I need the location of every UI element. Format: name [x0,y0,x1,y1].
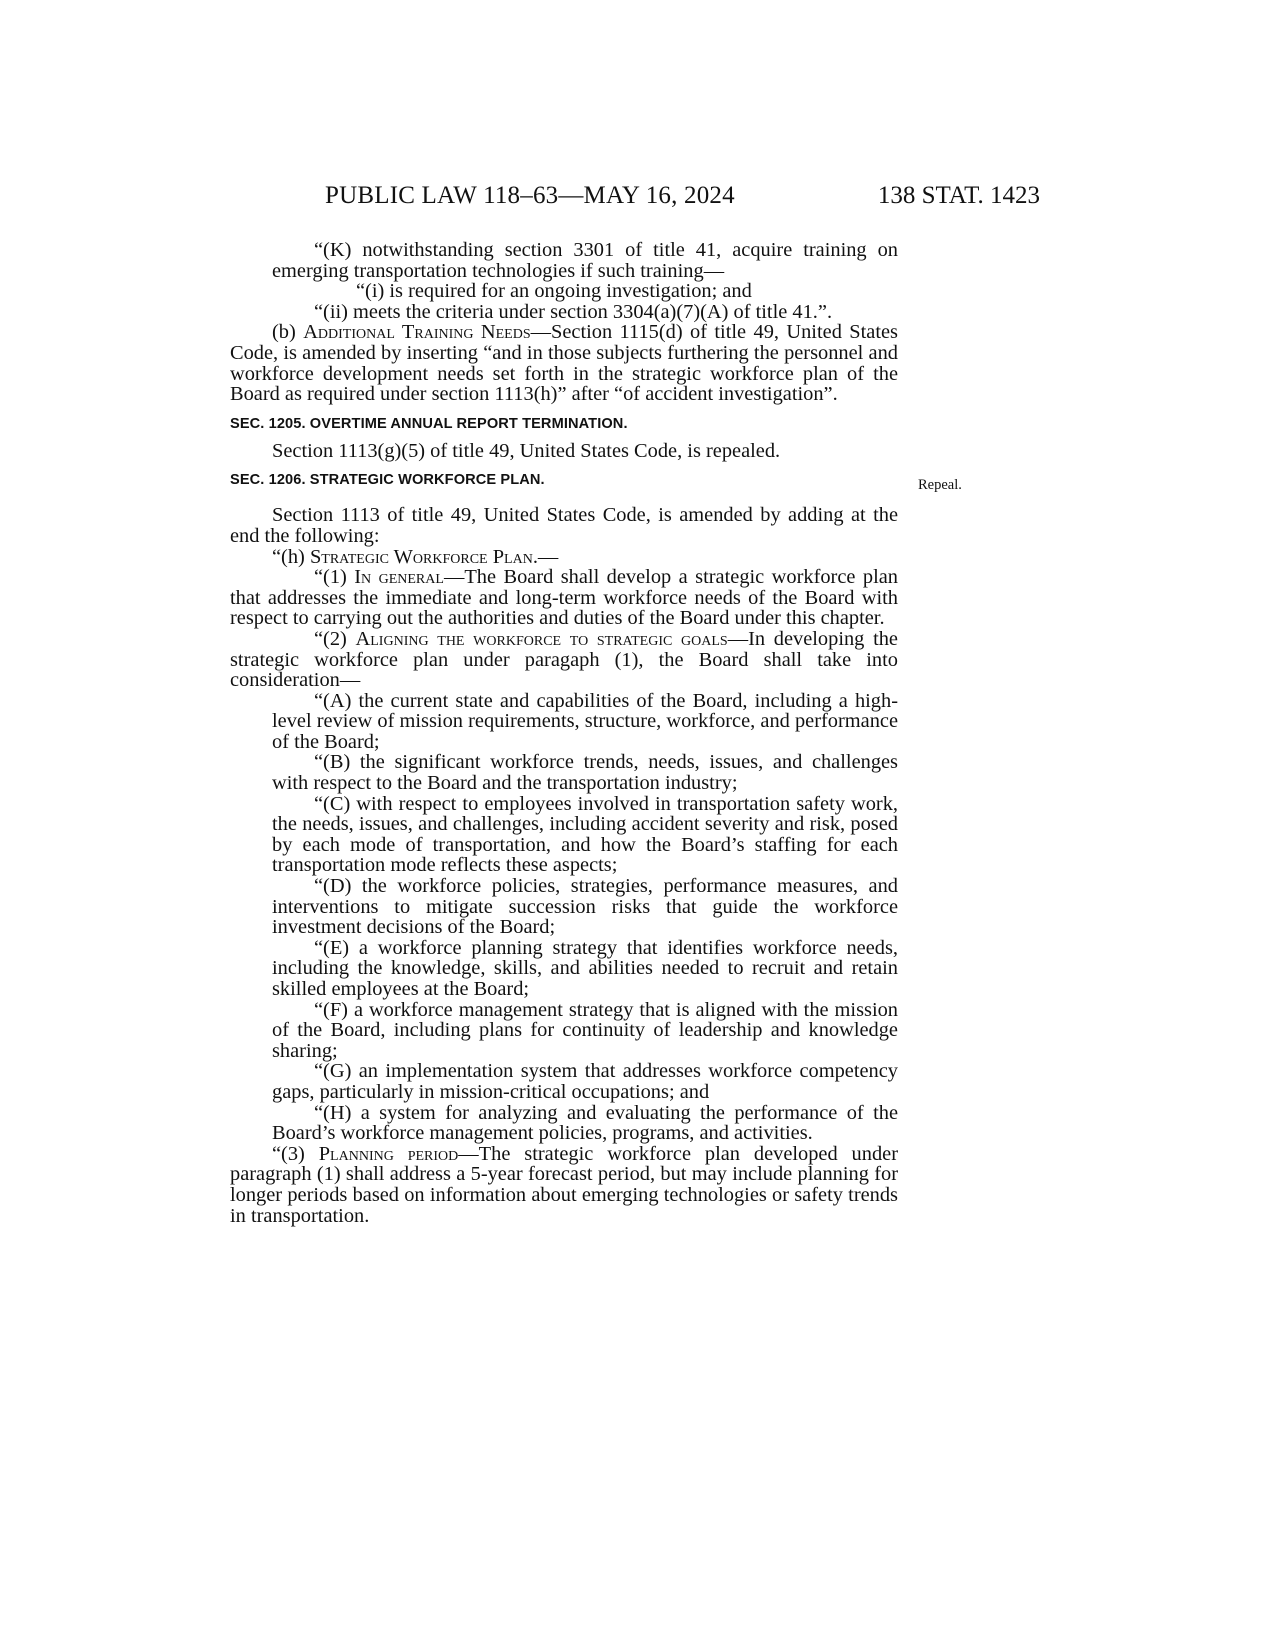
subsection-b-heading: Additional Training Needs [303,321,531,344]
subparagraph-h: “(H) a system for analyzing and evaluating the performance of the Board’s workforce management policies, programs, and activities. [272,1101,898,1145]
paragraph-1: “(1) In general—The Board shall develop a strategic workforce plan that addresses the immediate and long-term workforce needs of the Board with respect to carrying out the authorities and duties of the Board under this chapter. [230,566,898,630]
subparagraph-c: “(C) with respect to employees involved in transportation safety work, the needs, issues, and challenges, including accident severity and risk, posed by each mode of transportation, and how the Board’s staffing for each transportation mode reflects these aspects; [272,792,898,877]
subparagraph-f: “(F) a workforce management strategy that is aligned with the mission of the Board, including plans for continuity of leadership and knowledge sharing; [272,998,898,1062]
paragraph-3-heading: Planning period [318,1142,459,1165]
subparagraph-a: “(A) the current state and capabilities of the Board, including a high-level review of mission requirements, structure, workforce, and performance of the Board; [272,689,898,753]
page-number: 138 STAT. 1423 [877,182,1040,209]
subparagraph-d: “(D) the workforce policies, strategies, performance measures, and interventions to mitigate succession risks that guide the workforce investment decisions of the Board; [272,875,898,939]
paragraph-2-heading: Aligning the workforce to strategic goals [355,627,728,650]
margin-note-repeal: Repeal. [918,477,962,493]
paragraph-3: “(3) Planning period—The strategic workforce plan developed under paragraph (1) shall address a 5-year forecast period, but may include planning for longer periods based on information about emerging technologies or safety trends in transportation. [230,1142,898,1227]
page-header [0,182,1275,222]
paragraph-3-body: —The strategic workforce plan developed under paragraph (1) shall address a 5-year forecast period, but may include planning for longer periods based on information about emerging technologies or safety trends in transportation. [230,1142,898,1227]
subsection-b: (b) Additional Training Needs—Section 1115(d) of title 49, United States Code, is amended by inserting “and in those subjects furthering the personnel and workforce development needs set forth in the strategic workforce plan of the Board as required under section 1113(h)” after “of accident investigation”. [230,321,898,406]
document-body [230,240,898,1226]
subparagraph-b: “(B) the significant workforce trends, needs, issues, and challenges with respect to the Board and the transportation industry; [272,751,898,795]
section-1206-heading: SEC. 1206. STRATEGIC WORKFORCE PLAN. [230,472,545,489]
clause-k-i: “(i) is required for an ongoing investigation; and [356,280,752,303]
section-1206-intro: Section 1113 of title 49, United States Code, is amended by adding at the end the following: [230,504,898,547]
clause-k: “(K) notwithstanding section 3301 of title 41, acquire training on emerging transportation technologies if such training— [272,239,898,282]
subsection-h: “(h) Strategic Workforce Plan.— [272,545,559,568]
section-1205-body: Section 1113(g)(5) of title 49, United States Code, is repealed. [272,439,781,462]
paragraph-2: “(2) Aligning the workforce to strategic goals—In developing the strategic workforce plan under paragaph (1), the Board shall take into consideration— [230,627,898,692]
section-1205-heading: SEC. 1205. OVERTIME ANNUAL REPORT TERMINATION. [230,415,628,432]
paragraph-1-heading: In general [354,566,444,589]
subparagraph-e: “(E) a workforce planning strategy that identifies workforce needs, including the knowledge, skills, and abilities needed to recruit and retain skilled employees at the Board; [272,936,898,1000]
paragraph-1-body: —The Board shall develop a strategic workforce plan that addresses the immediate and long-term workforce needs of the Board with respect to carrying out the authorities and duties of the Board under this chapter. [230,566,898,630]
subsection-h-heading: Strategic Workforce Plan [309,545,533,568]
subparagraph-g: “(G) an implementation system that addresses workforce competency gaps, particularly in mission-critical occupations; and [272,1060,898,1103]
subsection-b-body: —Section 1115(d) of title 49, United States Code, is amended by inserting “and in those subjects furthering the personnel and workforce development needs set forth in the strategic workforce plan of the Board as required under section 1113(h)” after “of accident investigation”. [230,321,898,406]
paragraph-2-body: —In developing the strategic workforce plan under paragaph (1), the Board shall take into consideration— [230,627,898,692]
clause-k-ii: “(ii) meets the criteria under section 3304(a)(7)(A) of title 41.”. [314,300,833,323]
running-head-title: PUBLIC LAW 118–63—MAY 16, 2024 [325,182,735,209]
